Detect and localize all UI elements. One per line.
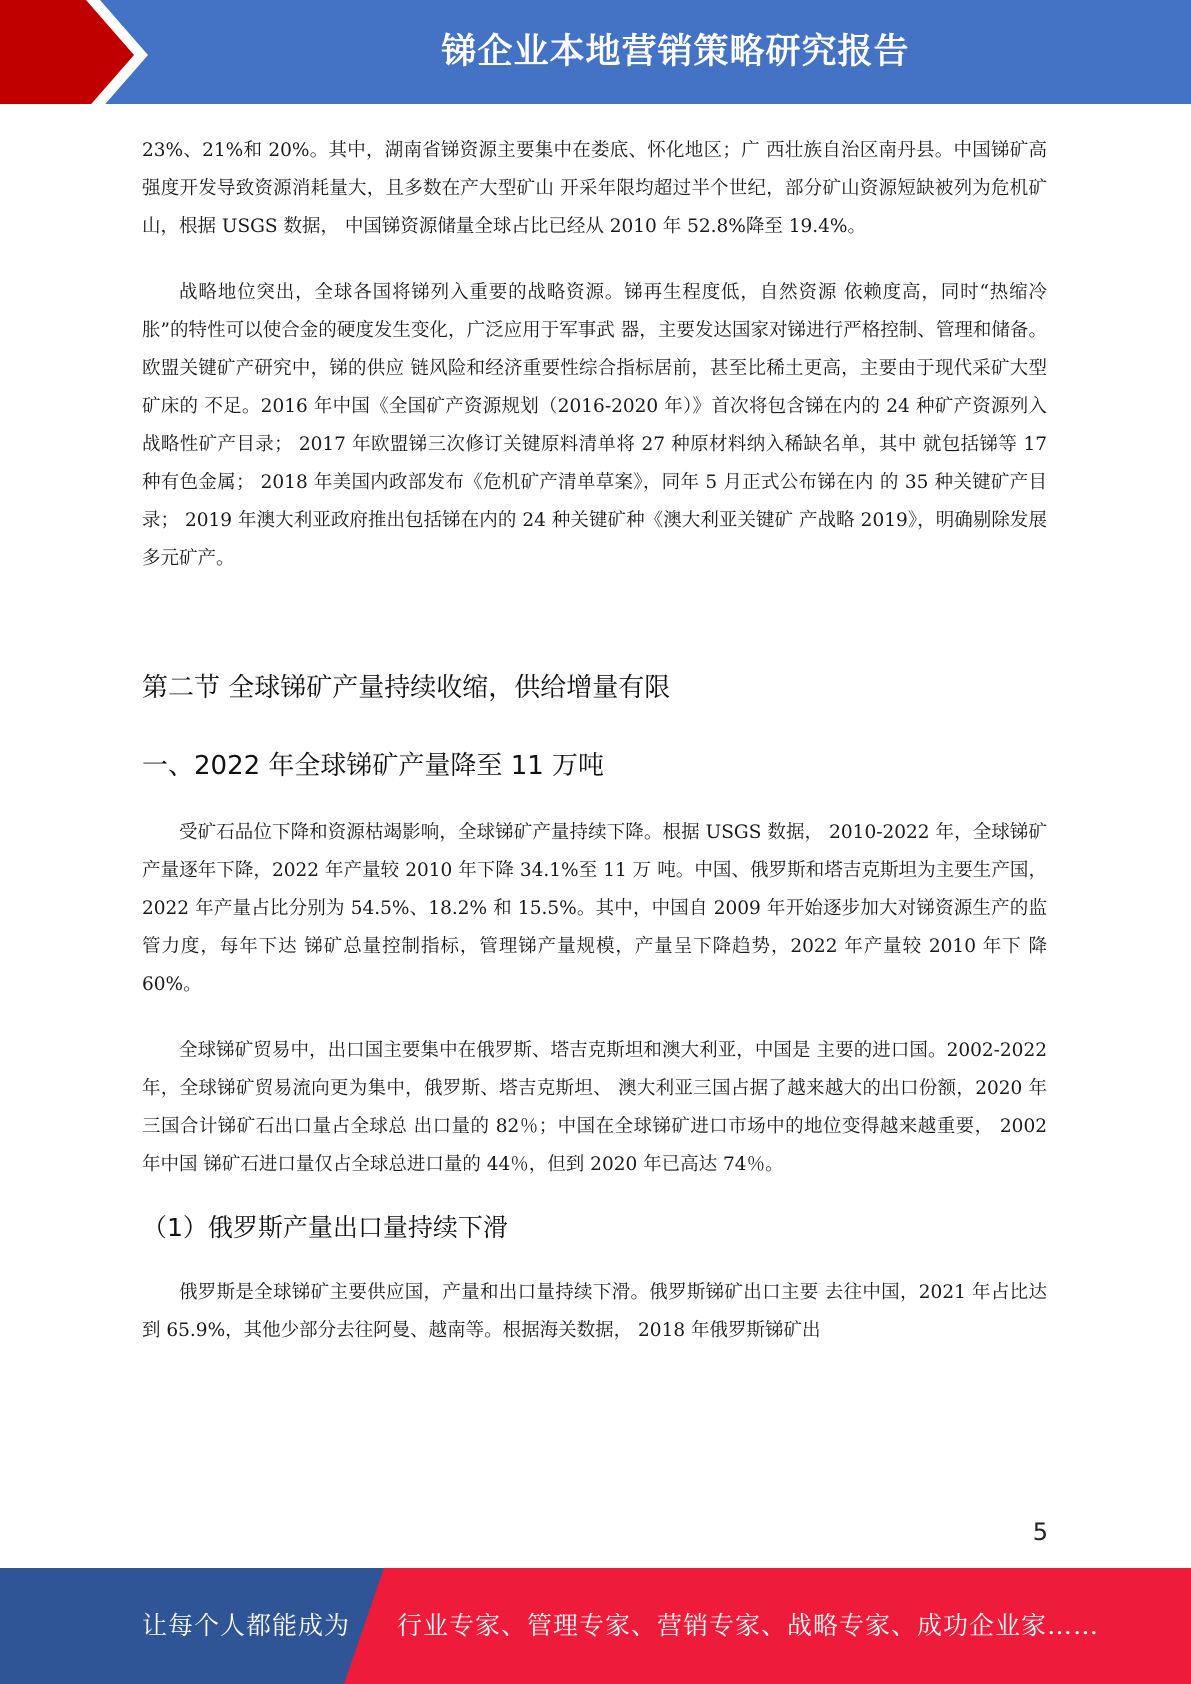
subsection-heading-russia: （1）俄罗斯产量出口量持续下滑 [142, 1213, 508, 1242]
header-bottom-rule [0, 104, 1191, 110]
paragraph-resource-distribution: 23%、21%和 20%。其中，湖南省锑资源主要集中在娄底、怀化地区；广 西壮族自治区南丹县。中国锑矿高强度开发导致资源消耗量大，且多数在产大型矿山 开采年限均超过半个世纪，部分矿山资源短缺被列为危机矿山，根据 USGS 数据， 中国锑资源储量全球占比已经从 2010 年 52.8%降至 19.4%。 [142, 140, 1047, 237]
paragraph-trade-flows: 全球锑矿贸易中，出口国主要集中在俄罗斯、塔吉克斯坦和澳大利亚，中国是 主要的进口国。2002-2022 年，全球锑矿贸易流向更为集中，俄罗斯、塔吉克斯坦、 澳大利亚三国占据了越来越大的出口份额，2020 年三国合计锑矿石出口量占全球总 出口量的 82％；中国在全球锑矿进口市场中的地位变得越来越重要， 2002 年中国 锑矿石进口量仅占全球总进口量的 44％，但到 2020 年已高达 74％。 [142, 1040, 1047, 1175]
document-body [142, 132, 1047, 1350]
page-footer [0, 1568, 1191, 1684]
paragraph-russia-exports: 俄罗斯是全球锑矿主要供应国，产量和出口量持续下滑。俄罗斯锑矿出口主要 去往中国，2021 年占比达到 65.9%，其他少部分去往阿曼、越南等。根据海关数据， 2018 年俄罗斯锑矿出 [142, 1282, 1047, 1341]
subsection-heading-production: 一、2022 年全球锑矿产量降至 11 万吨 [142, 751, 605, 781]
page-number: 5 [1032, 1518, 1048, 1546]
page-header [0, 0, 1191, 110]
footer-slogan-lead: 让每个人都能成为 [142, 1611, 351, 1640]
paragraph-strategic-position: 战略地位突出，全球各国将锑列入重要的战略资源。锑再生程度低，自然资源 依赖度高，同时“热缩冷胀”的特性可以使合金的硬度发生变化，广泛应用于军事武 器，主要发达国家对锑进行严格控制、管理和储备。欧盟关键矿产研究中，锑的供应 链风险和经济重要性综合指标居前，甚至比稀土更高，主要由于现代采矿大型矿床的 不足。2016 年中国《全国矿产资源规划（2016-2020 年）》首次将包含锑在内的 24 种矿产资源列入战略性矿产目录； 2017 年欧盟锑三次修订关键原料清单将 27 种原材料纳入稀缺名单，其中 就包括锑等 17 种有色金属； 2018 年美国内政部发布《危机矿产清单草案》，同年 5 月正式公布锑在内 的 35 种关键矿产目录； 2019 年澳大利亚政府推出包括锑在内的 24 种关键矿种《澳大利亚关键矿 产战略 2019》，明确剔除发展多元矿产。 [142, 282, 1047, 569]
report-title: 锑企业本地营销策略研究报告 [441, 32, 910, 72]
paragraph-production-decline: 受矿石品位下降和资源枯竭影响，全球锑矿产量持续下降。根据 USGS 数据， 2010-2022 年，全球锑矿产量逐年下降，2022 年产量较 2010 年下降 34.1%至 11 万 吨。中国、俄罗斯和塔吉克斯坦为主要生产国，2022 年产量占比分别为 54.5%、18.2% 和 15.5%。其中，中国自 2009 年开始逐步加大对锑资源生产的监管力度，每年下达 锑矿总量控制指标，管理锑产量规模，产量呈下降趋势，2022 年产量较 2010 年下 降 60%。 [142, 822, 1047, 995]
section-heading: 第二节 全球锑矿产量持续收缩，供给增量有限 [142, 673, 671, 703]
footer-slogan-roles: 行业专家、管理专家、营销专家、战略专家、成功企业家…… [397, 1611, 1100, 1640]
